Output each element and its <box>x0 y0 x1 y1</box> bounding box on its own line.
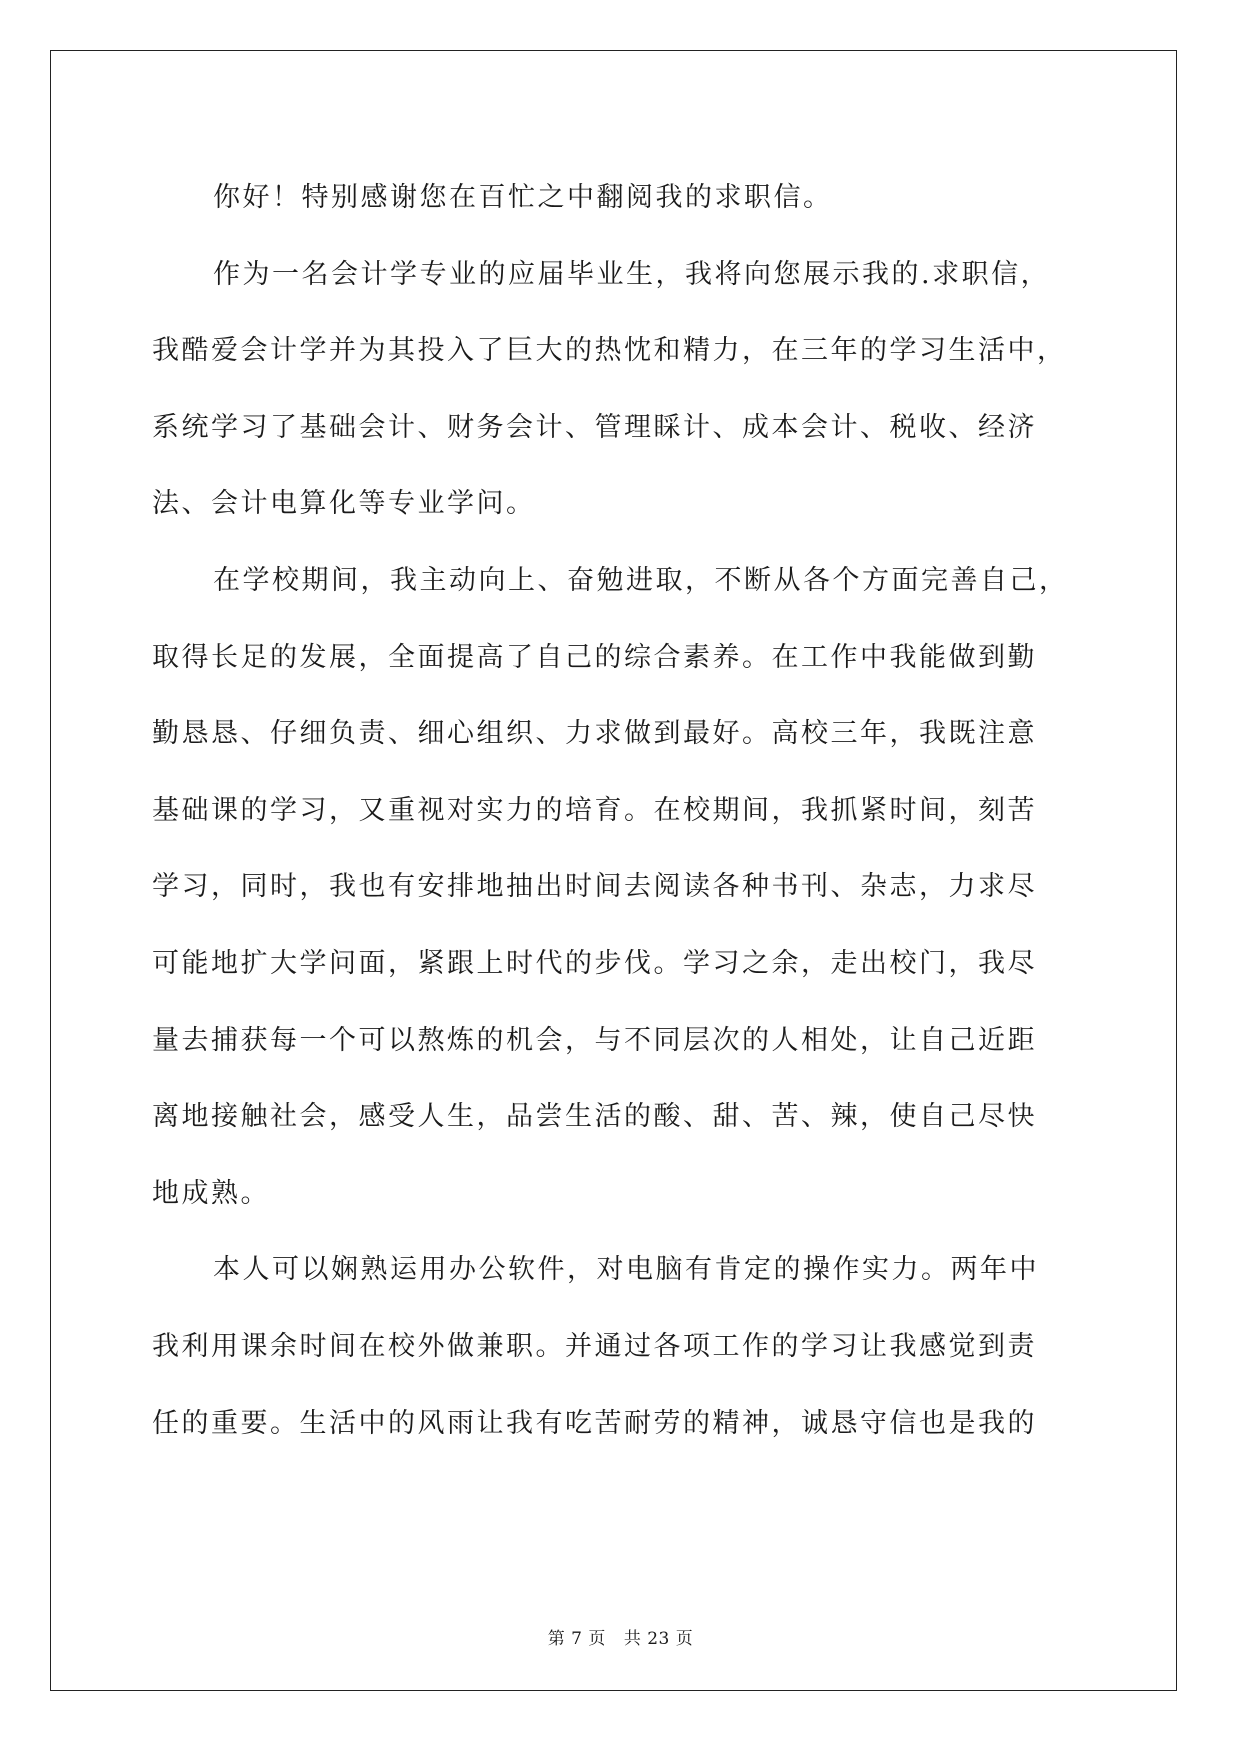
text-line: 基础课的学习，又重视对实力的培育。在校期间，我抓紧时间，刻苦 <box>152 794 1037 826</box>
text-line: 系统学习了基础会计、财务会计、管理睬计、成本会计、税收、经济 <box>152 411 1037 443</box>
text-line: 离地接触社会，感受人生，品尝生活的酸、甜、苦、辣，使自己尽快 <box>152 1101 1037 1133</box>
text-line: 本人可以娴熟运用办公软件，对电脑有肯定的操作实力。两年中 <box>213 1254 1039 1286</box>
text-line: 在学校期间，我主动向上、奋勉进取，不断从各个方面完善自己， <box>213 564 1069 596</box>
text-line: 我利用课余时间在校外做兼职。并通过各项工作的学习让我感觉到责 <box>152 1330 1037 1362</box>
text-line: 量去捕获每一个可以熬炼的机会，与不同层次的人相处，让自己近距 <box>152 1024 1037 1056</box>
text-line: 地成熟。 <box>152 1177 270 1209</box>
text-line: 我酷爱会计学并为其投入了巨大的热忱和精力，在三年的学习生活中， <box>152 335 1067 367</box>
text-line: 勤恳恳、仔细负责、细心组织、力求做到最好。高校三年，我既注意 <box>152 718 1037 750</box>
page-footer <box>0 1624 1241 1649</box>
letter-body <box>152 160 1102 1462</box>
text-line: 可能地扩大学问面，紧跟上时代的步伐。学习之余，走出校门，我尽 <box>152 947 1037 979</box>
text-line: 学习，同时，我也有安排地抽出时间去阅读各种书刊、杂志，力求尽 <box>152 871 1037 903</box>
text-line: 你好！特别感谢您在百忙之中翻阅我的求职信。 <box>213 182 833 213</box>
text-line: 法、会计电算化等专业学问。 <box>152 488 536 520</box>
text-line: 取得长足的发展，全面提高了自己的综合素养。在工作中我能做到勤 <box>152 641 1037 673</box>
page-number: 第 7 页 <box>547 1629 606 1649</box>
text-line: 任的重要。生活中的风雨让我有吃苦耐劳的精神，诚恳守信也是我的 <box>152 1407 1037 1439</box>
text-line: 作为一名会计学专业的应届毕业生，我将向您展示我的.求职信， <box>213 258 1051 290</box>
page-total: 共 23 页 <box>623 1629 694 1649</box>
